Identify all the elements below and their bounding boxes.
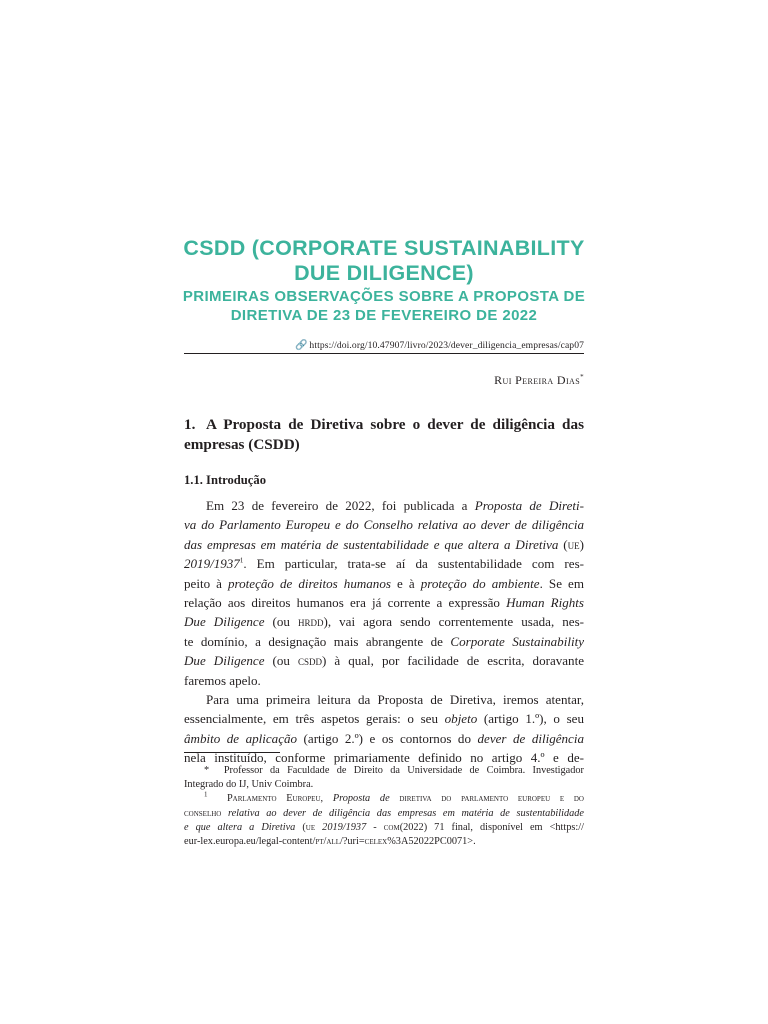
section-number: 1. [184, 416, 196, 433]
author-name: Rui Pereira Dias [494, 373, 581, 387]
subsection-heading: 1.1. Introdução [184, 473, 266, 487]
text-line: nela instituído, conforme primariamente definido no artigo 4.º e de- [184, 750, 584, 766]
footnote-1-cont: conselho relativa ao dever de diligência das empresas em matéria de sustentabilidade [184, 807, 584, 819]
doi-row [184, 335, 584, 354]
author-line [184, 373, 584, 388]
body-text [184, 496, 584, 768]
chapter-subtitle: PRIMEIRAS OBSERVAÇÕES SOBRE A PROPOSTA DE DIRETIVA DE 23 DE FEVEREIRO DE 2022 [182, 288, 586, 324]
text-line: te domínio, a designação mais abrangente de Corporate Sustainability [184, 633, 585, 649]
text-line: 2019/1937$^1$. Em particular, trata-se aí da sustentabilidade com res- [184, 556, 584, 572]
footnote-ref-1[interactable]: 1 [239, 556, 244, 565]
text-line: Para uma primeira leitura da Proposta de Diretiva, iremos atentar, [206, 692, 584, 708]
text-line: peito à proteção de direitos humanos e à proteção do ambiente. Se em [184, 575, 584, 591]
text-line: va do Parlamento Europeu e do Conselho relativa ao dever de diligência [184, 517, 584, 533]
text-line: relação aos direitos humanos era já corrente a expressão Human Rights [184, 595, 584, 611]
text-line: das empresas em matéria de sustentabilidade e que altera a Diretiva (ue) [184, 536, 584, 552]
footnote-1-url[interactable]: eur-lex.europa.eu/legal-content/pt/all/?uri=celex%3A52022PC0071>. [184, 836, 476, 848]
footnote-star-cont: Integrado do IJ, Univ Coimbra. [184, 779, 314, 791]
footnote-1: $^1$ Parlamento Europeu, Proposta de diretiva do parlamento europeu e do [204, 790, 584, 805]
footnote-star: * Professor da Faculdade de Direito da Universidade de Coimbra. Investigador [204, 765, 584, 776]
text-line: Due Diligence (ou hrdd), vai agora sendo correntemente usada, nes- [184, 614, 585, 630]
chapter-title-block [160, 236, 608, 325]
text-line: âmbito de aplicação (artigo 2.º) e os contornos do dever de diligência [184, 730, 584, 746]
text-line: essencialmente, em três aspetos gerais: o seu objeto (artigo 1.º), o seu [184, 711, 584, 727]
text-line: Due Diligence (ou csdd) à qual, por facilidade de escrita, doravante [184, 653, 584, 669]
chapter-title: CSDD (CORPORATE SUSTAINABILITY DUE DILIGENCE) [183, 236, 585, 285]
link-icon: 🔗 [294, 340, 308, 351]
text-line: Em 23 de fevereiro de 2022, foi publicada a Proposta de Direti- [206, 498, 584, 513]
footnotes [184, 764, 584, 849]
author-footnote-marker[interactable]: * [580, 373, 584, 381]
doi-link[interactable]: https://doi.org/10.47907/livro/2023/dever_diligencia_empresas/cap07 [309, 340, 584, 351]
text-line: faremos apelo. [184, 672, 261, 688]
footnote-divider [184, 752, 280, 753]
section-title: A Proposta de Diretiva sobre o dever de diligência das empresas (CSDD) [184, 416, 584, 453]
section-heading [184, 415, 584, 455]
footnote-1-cont: e que altera a Diretiva (ue 2019/1937 - com(2022) 71 final, disponível em <https:// [184, 821, 584, 833]
